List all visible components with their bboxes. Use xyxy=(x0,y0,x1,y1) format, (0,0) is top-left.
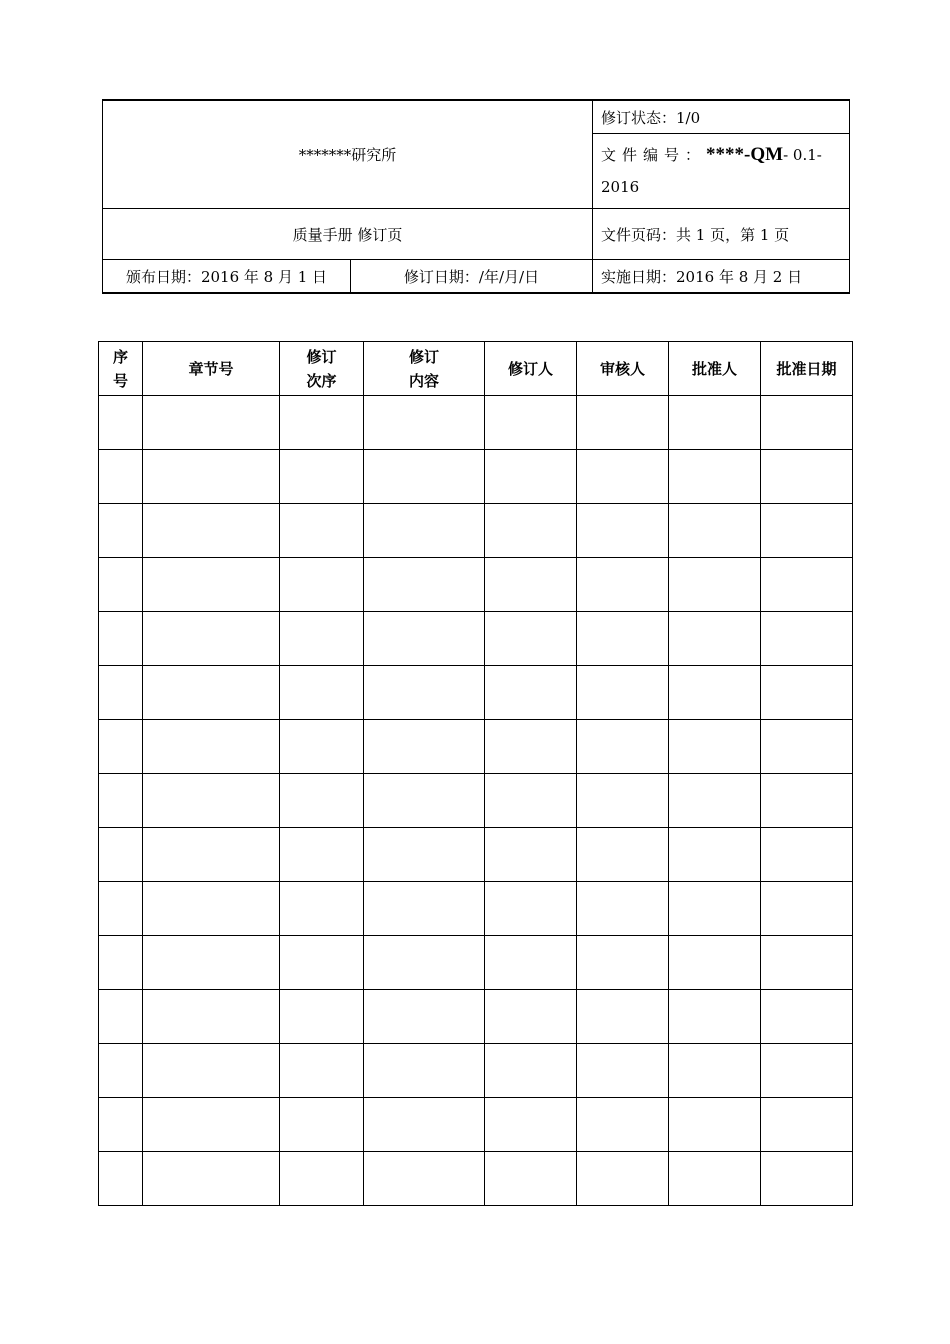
table-row xyxy=(99,990,853,1044)
table-cell[interactable] xyxy=(669,396,761,450)
table-cell[interactable] xyxy=(143,1098,280,1152)
table-cell[interactable] xyxy=(99,720,143,774)
table-cell[interactable] xyxy=(99,1044,143,1098)
issue-date: 颁布日期：2016 年 8 月 1 日 xyxy=(103,260,351,294)
column-header xyxy=(669,342,761,396)
table-cell[interactable] xyxy=(99,936,143,990)
table-cell[interactable] xyxy=(143,1044,280,1098)
table-cell[interactable] xyxy=(669,1044,761,1098)
table-cell[interactable] xyxy=(280,828,364,882)
table-cell[interactable] xyxy=(485,1098,577,1152)
table-cell[interactable] xyxy=(280,666,364,720)
table-cell[interactable] xyxy=(485,936,577,990)
column-header xyxy=(99,342,143,396)
column-header-line1: 审核人 xyxy=(599,359,645,378)
table-cell[interactable] xyxy=(577,936,669,990)
table-cell[interactable] xyxy=(280,720,364,774)
table-cell[interactable] xyxy=(280,936,364,990)
table-cell[interactable] xyxy=(577,612,669,666)
table-cell[interactable] xyxy=(669,774,761,828)
table-cell[interactable] xyxy=(364,612,485,666)
table-cell[interactable] xyxy=(761,558,853,612)
table-cell[interactable] xyxy=(280,504,364,558)
table-cell[interactable] xyxy=(485,666,577,720)
table-cell[interactable] xyxy=(577,396,669,450)
table-cell[interactable] xyxy=(364,720,485,774)
table-cell[interactable] xyxy=(143,828,280,882)
table-cell[interactable] xyxy=(577,504,669,558)
table-cell[interactable] xyxy=(99,1152,143,1206)
table-cell[interactable] xyxy=(485,1044,577,1098)
table-cell[interactable] xyxy=(99,504,143,558)
table-row xyxy=(99,828,853,882)
organization-name: *******研究所 xyxy=(103,100,593,209)
table-cell[interactable] xyxy=(761,1098,853,1152)
table-cell[interactable] xyxy=(99,396,143,450)
table-cell[interactable] xyxy=(364,558,485,612)
table-cell[interactable] xyxy=(761,396,853,450)
table-cell[interactable] xyxy=(143,990,280,1044)
table-cell[interactable] xyxy=(364,450,485,504)
table-cell[interactable] xyxy=(669,1098,761,1152)
table-cell[interactable] xyxy=(577,990,669,1044)
table-cell[interactable] xyxy=(143,504,280,558)
table-body xyxy=(99,396,853,1206)
table-cell[interactable] xyxy=(577,882,669,936)
table-row xyxy=(99,1098,853,1152)
table-cell[interactable] xyxy=(364,882,485,936)
column-header-line1: 修订 xyxy=(306,347,337,366)
column-header xyxy=(761,342,853,396)
table-cell[interactable] xyxy=(761,1152,853,1206)
table-cell[interactable] xyxy=(485,990,577,1044)
column-header-line2: 次序 xyxy=(306,371,337,390)
table-cell[interactable] xyxy=(669,558,761,612)
table-cell[interactable] xyxy=(99,828,143,882)
table-cell[interactable] xyxy=(669,504,761,558)
table-cell[interactable] xyxy=(669,882,761,936)
table-cell[interactable] xyxy=(761,666,853,720)
table-cell[interactable] xyxy=(364,936,485,990)
table-row xyxy=(99,396,853,450)
document-number-version: - 0.1-2016 xyxy=(601,146,822,196)
table-cell[interactable] xyxy=(143,936,280,990)
table-cell[interactable] xyxy=(280,1098,364,1152)
column-header-line1: 修订 xyxy=(408,347,439,366)
table-cell[interactable] xyxy=(364,1098,485,1152)
table-cell[interactable] xyxy=(761,720,853,774)
table-cell[interactable] xyxy=(364,504,485,558)
table-row xyxy=(99,720,853,774)
table-cell[interactable] xyxy=(577,666,669,720)
table-cell[interactable] xyxy=(577,1098,669,1152)
table-cell[interactable] xyxy=(364,1152,485,1206)
table-cell[interactable] xyxy=(143,666,280,720)
table-cell[interactable] xyxy=(143,1152,280,1206)
table-cell[interactable] xyxy=(364,828,485,882)
table-row xyxy=(99,612,853,666)
column-header-line1: 序 xyxy=(112,347,128,366)
table-row xyxy=(99,558,853,612)
column-header-line2: 内容 xyxy=(408,371,439,390)
column-header xyxy=(280,342,364,396)
table-cell[interactable] xyxy=(761,774,853,828)
column-header-line1: 章节号 xyxy=(188,359,234,378)
table-cell[interactable] xyxy=(761,450,853,504)
table-cell[interactable] xyxy=(364,1044,485,1098)
page-info: 文件页码：共 1 页，第 1 页 xyxy=(593,209,850,260)
table-cell[interactable] xyxy=(99,450,143,504)
table-cell[interactable] xyxy=(761,990,853,1044)
table-cell[interactable] xyxy=(364,774,485,828)
document-number-code: ****-QM xyxy=(706,144,784,165)
column-header-line1: 批准人 xyxy=(691,359,737,378)
table-row xyxy=(99,774,853,828)
column-header-line1: 修订人 xyxy=(507,359,553,378)
table-cell[interactable] xyxy=(669,990,761,1044)
table-cell[interactable] xyxy=(577,828,669,882)
table-cell[interactable] xyxy=(485,774,577,828)
table-cell[interactable] xyxy=(364,990,485,1044)
table-cell[interactable] xyxy=(761,882,853,936)
table-cell[interactable] xyxy=(485,450,577,504)
table-cell[interactable] xyxy=(669,612,761,666)
document-number xyxy=(593,134,850,209)
table-header-row xyxy=(99,342,853,396)
table-cell[interactable] xyxy=(143,450,280,504)
revision-status: 修订状态：1/0 xyxy=(593,100,850,134)
effective-date: 实施日期：2016 年 8 月 2 日 xyxy=(593,260,850,294)
table-cell[interactable] xyxy=(577,1152,669,1206)
table-cell[interactable] xyxy=(143,774,280,828)
table-cell[interactable] xyxy=(280,1152,364,1206)
table-cell[interactable] xyxy=(669,936,761,990)
table-row xyxy=(99,666,853,720)
table-cell[interactable] xyxy=(485,720,577,774)
column-header-line1: 批准日期 xyxy=(776,359,837,378)
table-cell[interactable] xyxy=(99,666,143,720)
table-cell[interactable] xyxy=(485,396,577,450)
column-header xyxy=(485,342,577,396)
table-cell[interactable] xyxy=(577,774,669,828)
table-row xyxy=(99,450,853,504)
table-cell[interactable] xyxy=(280,882,364,936)
table-cell[interactable] xyxy=(280,450,364,504)
document-number-label: 文件编号： xyxy=(601,146,707,164)
table-cell[interactable] xyxy=(669,1152,761,1206)
table-cell[interactable] xyxy=(577,1044,669,1098)
table-row xyxy=(99,1044,853,1098)
table-cell[interactable] xyxy=(577,720,669,774)
table-cell[interactable] xyxy=(143,612,280,666)
table-cell[interactable] xyxy=(669,450,761,504)
table-cell[interactable] xyxy=(485,612,577,666)
table-row xyxy=(99,882,853,936)
table-cell[interactable] xyxy=(280,612,364,666)
column-header-line2: 号 xyxy=(112,371,128,390)
table-row xyxy=(99,504,853,558)
column-header xyxy=(364,342,485,396)
table-cell[interactable] xyxy=(669,720,761,774)
table-cell[interactable] xyxy=(485,882,577,936)
table-cell[interactable] xyxy=(364,666,485,720)
table-cell[interactable] xyxy=(761,828,853,882)
table-cell[interactable] xyxy=(143,882,280,936)
table-cell[interactable] xyxy=(485,504,577,558)
table-cell[interactable] xyxy=(143,396,280,450)
table-cell[interactable] xyxy=(280,990,364,1044)
column-header xyxy=(577,342,669,396)
table-cell[interactable] xyxy=(669,828,761,882)
table-cell[interactable] xyxy=(99,882,143,936)
table-cell[interactable] xyxy=(577,450,669,504)
table-cell[interactable] xyxy=(485,1152,577,1206)
table-cell[interactable] xyxy=(761,1044,853,1098)
table-cell[interactable] xyxy=(99,990,143,1044)
table-cell[interactable] xyxy=(280,558,364,612)
table-cell[interactable] xyxy=(99,558,143,612)
table-cell[interactable] xyxy=(485,558,577,612)
table-cell[interactable] xyxy=(99,774,143,828)
table-cell[interactable] xyxy=(143,720,280,774)
table-cell[interactable] xyxy=(280,396,364,450)
table-cell[interactable] xyxy=(99,612,143,666)
table-cell[interactable] xyxy=(485,828,577,882)
table-cell[interactable] xyxy=(280,1044,364,1098)
table-cell[interactable] xyxy=(280,774,364,828)
revise-date: 修订日期：/年/月/日 xyxy=(351,260,593,294)
table-cell[interactable] xyxy=(761,936,853,990)
table-cell[interactable] xyxy=(761,504,853,558)
table-row xyxy=(99,936,853,990)
revision-record-table xyxy=(98,341,853,1206)
document-header-table xyxy=(102,99,850,294)
table-cell[interactable] xyxy=(143,558,280,612)
table-cell[interactable] xyxy=(364,396,485,450)
table-cell[interactable] xyxy=(577,558,669,612)
table-cell[interactable] xyxy=(669,666,761,720)
table-row xyxy=(99,1152,853,1206)
column-header xyxy=(143,342,280,396)
table-cell[interactable] xyxy=(761,612,853,666)
document-title: 质量手册 修订页 xyxy=(103,209,593,260)
table-cell[interactable] xyxy=(99,1098,143,1152)
